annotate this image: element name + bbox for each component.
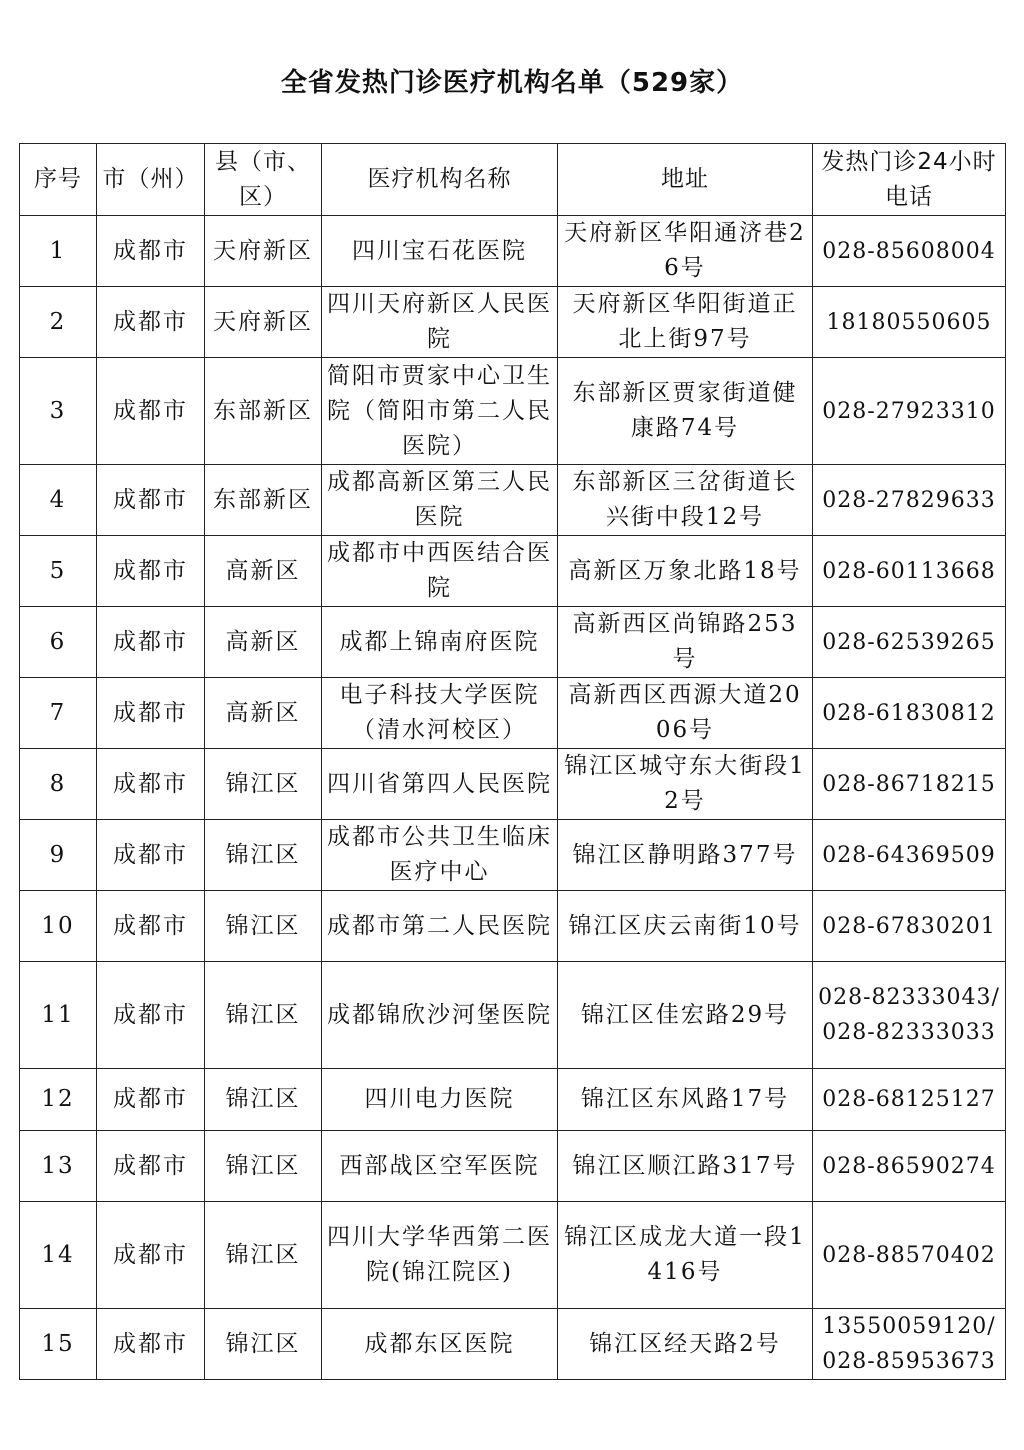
cell-seq: 1 — [20, 216, 97, 287]
cell-address: 锦江区顺江路317号 — [558, 1131, 813, 1202]
cell-city: 成都市 — [97, 820, 205, 891]
cell-city: 成都市 — [97, 749, 205, 820]
cell-county: 高新区 — [205, 678, 322, 749]
table-row — [20, 1069, 1006, 1131]
cell-seq: 13 — [20, 1131, 97, 1202]
cell-seq: 8 — [20, 749, 97, 820]
cell-phone: 028-86590274 — [813, 1131, 1006, 1202]
cell-city: 成都市 — [97, 891, 205, 962]
table-row — [20, 1202, 1006, 1309]
cell-county: 锦江区 — [205, 820, 322, 891]
cell-county: 锦江区 — [205, 1202, 322, 1309]
cell-name: 简阳市贾家中心卫生院（简阳市第二人民医院） — [322, 358, 558, 465]
cell-name: 成都上锦南府医院 — [322, 607, 558, 678]
cell-phone: 028-62539265 — [813, 607, 1006, 678]
cell-seq: 3 — [20, 358, 97, 465]
cell-address: 东部新区贾家街道健康路74号 — [558, 358, 813, 465]
table-row — [20, 749, 1006, 820]
table-row — [20, 536, 1006, 607]
cell-name: 成都市第二人民医院 — [322, 891, 558, 962]
cell-address: 锦江区成龙大道一段1416号 — [558, 1202, 813, 1309]
cell-phone: 028-86718215 — [813, 749, 1006, 820]
cell-seq: 11 — [20, 962, 97, 1069]
cell-address: 锦江区庆云南街10号 — [558, 891, 813, 962]
cell-phone: 028-27923310 — [813, 358, 1006, 465]
cell-county: 锦江区 — [205, 962, 322, 1069]
cell-county: 高新区 — [205, 536, 322, 607]
cell-address: 东部新区三岔街道长兴街中段12号 — [558, 465, 813, 536]
cell-city: 成都市 — [97, 607, 205, 678]
cell-seq: 15 — [20, 1309, 97, 1380]
cell-phone: 028-61830812 — [813, 678, 1006, 749]
cell-phone: 028-88570402 — [813, 1202, 1006, 1309]
table-row — [20, 1131, 1006, 1202]
table-row — [20, 962, 1006, 1069]
header-city: 市（州） — [97, 144, 205, 216]
cell-county: 天府新区 — [205, 287, 322, 358]
cell-phone: 028-64369509 — [813, 820, 1006, 891]
cell-phone: 028-82333043/028-82333033 — [813, 962, 1006, 1069]
table-row — [20, 358, 1006, 465]
cell-seq: 7 — [20, 678, 97, 749]
cell-address: 高新西区西源大道2006号 — [558, 678, 813, 749]
cell-name: 西部战区空军医院 — [322, 1131, 558, 1202]
cell-name: 四川大学华西第二医院(锦江院区) — [322, 1202, 558, 1309]
cell-name: 四川宝石花医院 — [322, 216, 558, 287]
header-address: 地址 — [558, 144, 813, 216]
cell-city: 成都市 — [97, 962, 205, 1069]
cell-name: 成都东区医院 — [322, 1309, 558, 1380]
header-county: 县（市、区） — [205, 144, 322, 216]
fever-clinic-table — [19, 143, 1006, 1380]
cell-seq: 5 — [20, 536, 97, 607]
table-row — [20, 607, 1006, 678]
cell-phone: 028-85608004 — [813, 216, 1006, 287]
cell-city: 成都市 — [97, 1069, 205, 1131]
cell-county: 锦江区 — [205, 891, 322, 962]
cell-county: 天府新区 — [205, 216, 322, 287]
cell-phone: 13550059120/028-85953673 — [813, 1309, 1006, 1380]
cell-name: 四川省第四人民医院 — [322, 749, 558, 820]
header-phone: 发热门诊24小时电话 — [813, 144, 1006, 216]
cell-address: 高新区万象北路18号 — [558, 536, 813, 607]
cell-address: 锦江区经天路2号 — [558, 1309, 813, 1380]
cell-phone: 18180550605 — [813, 287, 1006, 358]
cell-city: 成都市 — [97, 678, 205, 749]
cell-address: 天府新区华阳街道正北上街97号 — [558, 287, 813, 358]
header-name: 医疗机构名称 — [322, 144, 558, 216]
cell-city: 成都市 — [97, 536, 205, 607]
cell-county: 锦江区 — [205, 1069, 322, 1131]
cell-city: 成都市 — [97, 1309, 205, 1380]
table-row — [20, 287, 1006, 358]
cell-county: 锦江区 — [205, 749, 322, 820]
cell-address: 锦江区东风路17号 — [558, 1069, 813, 1131]
table-row — [20, 465, 1006, 536]
table-row — [20, 678, 1006, 749]
header-row — [20, 144, 1006, 216]
cell-county: 东部新区 — [205, 358, 322, 465]
cell-phone: 028-27829633 — [813, 465, 1006, 536]
cell-name: 成都市中西医结合医院 — [322, 536, 558, 607]
cell-seq: 12 — [20, 1069, 97, 1131]
cell-address: 锦江区佳宏路29号 — [558, 962, 813, 1069]
cell-seq: 6 — [20, 607, 97, 678]
cell-address: 锦江区城守东大街段12号 — [558, 749, 813, 820]
page-title: 全省发热门诊医疗机构名单（529家） — [280, 68, 744, 98]
cell-city: 成都市 — [97, 1202, 205, 1309]
cell-city: 成都市 — [97, 216, 205, 287]
cell-seq: 14 — [20, 1202, 97, 1309]
cell-address: 高新西区尚锦路253号 — [558, 607, 813, 678]
cell-seq: 10 — [20, 891, 97, 962]
cell-name: 成都锦欣沙河堡医院 — [322, 962, 558, 1069]
cell-city: 成都市 — [97, 1131, 205, 1202]
cell-county: 锦江区 — [205, 1309, 322, 1380]
cell-seq: 4 — [20, 465, 97, 536]
cell-county: 锦江区 — [205, 1131, 322, 1202]
cell-name: 成都高新区第三人民医院 — [322, 465, 558, 536]
cell-name: 电子科技大学医院（清水河校区） — [322, 678, 558, 749]
cell-phone: 028-67830201 — [813, 891, 1006, 962]
cell-county: 东部新区 — [205, 465, 322, 536]
cell-county: 高新区 — [205, 607, 322, 678]
cell-name: 四川天府新区人民医院 — [322, 287, 558, 358]
cell-name: 四川电力医院 — [322, 1069, 558, 1131]
cell-address: 锦江区静明路377号 — [558, 820, 813, 891]
header-seq: 序号 — [20, 144, 97, 216]
cell-city: 成都市 — [97, 287, 205, 358]
cell-name: 成都市公共卫生临床医疗中心 — [322, 820, 558, 891]
cell-seq: 2 — [20, 287, 97, 358]
cell-address: 天府新区华阳通济巷26号 — [558, 216, 813, 287]
table-row — [20, 891, 1006, 962]
cell-city: 成都市 — [97, 358, 205, 465]
cell-phone: 028-68125127 — [813, 1069, 1006, 1131]
table-row — [20, 216, 1006, 287]
table-row — [20, 1309, 1006, 1380]
table-row — [20, 820, 1006, 891]
cell-seq: 9 — [20, 820, 97, 891]
cell-city: 成都市 — [97, 465, 205, 536]
cell-phone: 028-60113668 — [813, 536, 1006, 607]
